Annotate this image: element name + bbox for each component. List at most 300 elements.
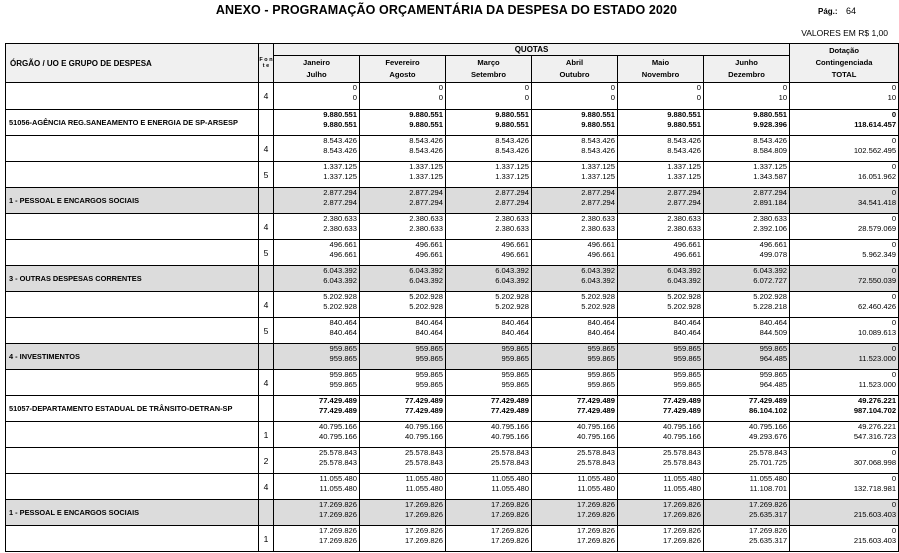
table-row xyxy=(6,83,899,110)
quota-cell xyxy=(618,136,704,162)
quota-cell xyxy=(360,83,446,110)
cell-value: 8.543.426 xyxy=(495,136,529,145)
cell-value: 0 xyxy=(610,93,615,102)
cell-value: 0 xyxy=(696,93,701,102)
cell-value: 0 xyxy=(352,93,357,102)
total-cell xyxy=(790,474,899,500)
month-label: Junho xyxy=(735,58,758,67)
cell-value: 0 xyxy=(524,93,529,102)
cell-value: 9.880.551 xyxy=(495,120,529,129)
cell-value: 11.055.480 xyxy=(491,484,529,493)
cell-value: 17.269.826 xyxy=(662,500,701,509)
row-label xyxy=(6,292,259,318)
cell-value: 11.055.480 xyxy=(319,484,357,493)
cell-value: 959.865 xyxy=(501,354,529,363)
cell-value: 17.269.826 xyxy=(576,526,615,535)
row-label: 51056-AGÊNCIA REG.SANEAMENTO E ENERGIA DE SP-ARSESP xyxy=(6,110,259,136)
cell-value: 844.509 xyxy=(759,328,788,337)
cell-value: 25.578.843 xyxy=(404,448,443,457)
cell-value: 11.523.000 xyxy=(858,380,897,389)
cell-value: 77.429.489 xyxy=(490,396,529,405)
dotacao-line-1: Dotação xyxy=(829,46,860,55)
month-header-2 xyxy=(360,56,446,83)
quota-cell xyxy=(704,396,790,422)
quota-cell xyxy=(360,240,446,266)
quota-cell xyxy=(274,214,360,240)
month-label: Março xyxy=(477,58,500,67)
cell-value: 16.051.962 xyxy=(858,172,897,181)
quota-cell xyxy=(274,370,360,396)
quota-cell xyxy=(532,110,618,136)
table-row xyxy=(6,162,899,188)
month-header-5 xyxy=(618,56,704,83)
cell-value: 6.043.392 xyxy=(409,276,443,285)
total-cell xyxy=(790,448,899,474)
cell-value: 987.104.702 xyxy=(853,406,897,415)
total-cell xyxy=(790,266,899,292)
cell-value: 547.316.723 xyxy=(853,432,897,441)
cell-value: 6.043.392 xyxy=(323,266,357,275)
quota-cell xyxy=(446,396,532,422)
cell-value: 8.543.426 xyxy=(753,136,788,145)
cell-value: 2.877.294 xyxy=(409,188,443,197)
quota-cell xyxy=(532,370,618,396)
quota-cell xyxy=(360,422,446,448)
quota-cell xyxy=(532,474,618,500)
cell-value: 10 xyxy=(778,93,788,102)
cell-value: 8.543.426 xyxy=(323,146,357,155)
cell-value: 5.962.349 xyxy=(862,250,897,259)
dotacao-line-3: TOTAL xyxy=(831,70,857,79)
total-cell xyxy=(790,396,899,422)
cell-value: 72.550.039 xyxy=(858,276,897,285)
quota-cell xyxy=(360,214,446,240)
header-row-1 xyxy=(6,44,899,56)
fonte-cell xyxy=(259,344,274,370)
quota-cell xyxy=(704,344,790,370)
table-row xyxy=(6,370,899,396)
quota-cell xyxy=(618,474,704,500)
cell-value: 17.269.826 xyxy=(576,536,615,545)
cell-value: 5.202.928 xyxy=(409,302,443,311)
cell-value: 40.795.166 xyxy=(404,422,443,431)
cell-value: 9.880.551 xyxy=(667,110,701,119)
cell-value: 10.089.613 xyxy=(858,328,897,337)
dotacao-line-2: Contingenciada xyxy=(815,58,873,67)
cell-value: 959.865 xyxy=(673,370,701,379)
cell-value: 0 xyxy=(696,83,701,92)
cell-value: 49.276.221 xyxy=(858,422,897,431)
fonte-cell: 4 xyxy=(259,214,274,240)
cell-value: 2.380.633 xyxy=(409,214,443,223)
table-row xyxy=(6,500,899,526)
cell-value: 17.269.826 xyxy=(318,526,357,535)
cell-value: 959.865 xyxy=(501,344,529,353)
cell-value: 6.043.392 xyxy=(323,276,357,285)
cell-value: 1.337.125 xyxy=(495,162,529,171)
cell-value: 959.865 xyxy=(329,344,357,353)
quota-cell xyxy=(532,292,618,318)
cell-value: 2.877.294 xyxy=(753,188,788,197)
quota-cell xyxy=(446,188,532,214)
cell-value: 25.578.843 xyxy=(662,448,701,457)
month-label: Janeiro xyxy=(302,58,330,67)
total-cell xyxy=(790,500,899,526)
cell-value: 2.380.633 xyxy=(667,224,701,233)
cell-value: 17.269.826 xyxy=(749,526,788,535)
quota-cell xyxy=(618,344,704,370)
cell-value: 5.202.928 xyxy=(495,302,529,311)
quota-cell xyxy=(274,266,360,292)
cell-value: 77.429.489 xyxy=(662,406,701,415)
cell-value: 11.055.480 xyxy=(319,474,357,483)
cell-value: 118.614.457 xyxy=(854,120,897,129)
month-header-3 xyxy=(446,56,532,83)
cell-value: 28.579.069 xyxy=(858,224,897,233)
total-cell xyxy=(790,83,899,110)
cell-value: 17.269.826 xyxy=(404,526,443,535)
quota-cell xyxy=(274,162,360,188)
quota-cell xyxy=(274,474,360,500)
cell-value: 17.269.826 xyxy=(490,536,529,545)
cell-value: 2.877.294 xyxy=(495,198,529,207)
quota-cell xyxy=(532,240,618,266)
total-cell xyxy=(790,344,899,370)
cell-value: 8.543.426 xyxy=(667,146,701,155)
cell-value: 5.202.928 xyxy=(495,292,529,301)
cell-value: 0 xyxy=(891,318,897,327)
cell-value: 6.043.392 xyxy=(409,266,443,275)
cell-value: 1.337.125 xyxy=(753,162,788,171)
fonte-cell xyxy=(259,266,274,292)
cell-value: 5.202.928 xyxy=(409,292,443,301)
fonte-cell xyxy=(259,500,274,526)
cell-value: 496.661 xyxy=(587,250,615,259)
cell-value: 2.380.633 xyxy=(495,224,529,233)
month-label: Julho xyxy=(306,70,327,79)
cell-value: 11.055.480 xyxy=(491,474,529,483)
row-label: 4 - INVESTIMENTOS xyxy=(6,344,259,370)
cell-value: 2.891.184 xyxy=(753,198,788,207)
cell-value: 2.877.294 xyxy=(495,188,529,197)
quota-cell xyxy=(274,396,360,422)
quota-cell xyxy=(532,188,618,214)
quotas-column-header: QUOTAS xyxy=(274,44,790,56)
quota-cell xyxy=(532,422,618,448)
cell-value: 840.464 xyxy=(587,318,615,327)
cell-value: 0 xyxy=(891,370,897,379)
table-row xyxy=(6,292,899,318)
quota-cell xyxy=(618,526,704,552)
quota-cell xyxy=(532,526,618,552)
cell-value: 0 xyxy=(782,83,788,92)
cell-value: 6.043.392 xyxy=(581,276,615,285)
cell-value: 840.464 xyxy=(415,318,443,327)
cell-value: 1.337.125 xyxy=(323,172,357,181)
cell-value: 499.078 xyxy=(759,250,788,259)
cell-value: 6.043.392 xyxy=(753,266,788,275)
quota-cell xyxy=(532,214,618,240)
quota-cell xyxy=(618,448,704,474)
cell-value: 2.380.633 xyxy=(323,214,357,223)
cell-value: 2.877.294 xyxy=(323,188,357,197)
cell-value: 11.055.480 xyxy=(405,484,443,493)
cell-value: 959.865 xyxy=(415,354,443,363)
quota-cell xyxy=(618,500,704,526)
cell-value: 2.380.633 xyxy=(581,224,615,233)
cell-value: 5.202.928 xyxy=(753,292,788,301)
cell-value: 17.269.826 xyxy=(576,500,615,509)
cell-value: 959.865 xyxy=(587,380,615,389)
quota-cell xyxy=(618,214,704,240)
quota-cell xyxy=(274,110,360,136)
month-label: Agosto xyxy=(389,70,416,79)
quota-cell xyxy=(532,266,618,292)
quota-cell xyxy=(618,370,704,396)
cell-value: 40.795.166 xyxy=(662,432,701,441)
cell-value: 77.429.489 xyxy=(490,406,529,415)
cell-value: 17.269.826 xyxy=(662,526,701,535)
cell-value: 1.337.125 xyxy=(667,162,701,171)
cell-value: 17.269.826 xyxy=(318,536,357,545)
cell-value: 25.578.843 xyxy=(318,458,357,467)
fonte-cell: 1 xyxy=(259,422,274,448)
cell-value: 9.880.551 xyxy=(495,110,529,119)
quota-cell xyxy=(446,162,532,188)
quota-cell xyxy=(532,318,618,344)
cell-value: 496.661 xyxy=(759,240,788,249)
cell-value: 496.661 xyxy=(415,250,443,259)
cell-value: 8.543.426 xyxy=(667,136,701,145)
cell-value: 6.043.392 xyxy=(667,266,701,275)
cell-value: 9.928.396 xyxy=(753,120,788,129)
month-label: Novembro xyxy=(641,70,680,79)
fonte-cell: 5 xyxy=(259,318,274,344)
quota-cell xyxy=(360,370,446,396)
quota-cell xyxy=(446,370,532,396)
row-label xyxy=(6,318,259,344)
fonte-cell xyxy=(259,396,274,422)
month-header-6 xyxy=(704,56,790,83)
cell-value: 1.343.587 xyxy=(753,172,788,181)
row-label xyxy=(6,448,259,474)
cell-value: 964.485 xyxy=(759,354,788,363)
cell-value: 840.464 xyxy=(329,328,357,337)
cell-value: 40.795.166 xyxy=(318,432,357,441)
quota-cell xyxy=(274,448,360,474)
quota-cell xyxy=(446,318,532,344)
page-number: 64 xyxy=(846,6,857,16)
cell-value: 40.795.166 xyxy=(749,422,788,431)
quota-cell xyxy=(360,526,446,552)
cell-value: 0 xyxy=(891,344,897,353)
cell-value: 25.578.843 xyxy=(576,448,615,457)
quota-cell xyxy=(532,344,618,370)
table-row xyxy=(6,396,899,422)
quota-cell xyxy=(618,318,704,344)
total-cell xyxy=(790,318,899,344)
quota-cell xyxy=(532,136,618,162)
cell-value: 2.380.633 xyxy=(753,214,788,223)
total-cell xyxy=(790,110,899,136)
cell-value: 0 xyxy=(891,526,897,535)
cell-value: 2.380.633 xyxy=(667,214,701,223)
cell-value: 8.543.426 xyxy=(409,146,443,155)
cell-value: 0 xyxy=(438,83,443,92)
cell-value: 840.464 xyxy=(673,328,701,337)
cell-value: 5.202.928 xyxy=(581,302,615,311)
quota-cell xyxy=(618,422,704,448)
cell-value: 9.880.551 xyxy=(753,110,788,119)
cell-value: 9.880.551 xyxy=(581,120,615,129)
row-label xyxy=(6,370,259,396)
cell-value: 77.429.489 xyxy=(404,396,443,405)
budget-table xyxy=(5,43,899,552)
cell-value: 8.543.426 xyxy=(323,136,357,145)
cell-value: 1.337.125 xyxy=(323,162,357,171)
fonte-cell: 4 xyxy=(259,136,274,162)
cell-value: 9.880.551 xyxy=(409,120,443,129)
dotacao-column-header xyxy=(790,44,899,83)
cell-value: 40.795.166 xyxy=(490,432,529,441)
table-row xyxy=(6,448,899,474)
cell-value: 2.877.294 xyxy=(323,198,357,207)
cell-value: 6.043.392 xyxy=(667,276,701,285)
cell-value: 77.429.489 xyxy=(749,396,788,405)
cell-value: 49.276.221 xyxy=(858,396,897,405)
cell-value: 1.337.125 xyxy=(581,162,615,171)
cell-value: 215.603.403 xyxy=(853,536,897,545)
cell-value: 17.269.826 xyxy=(490,526,529,535)
quota-cell xyxy=(446,110,532,136)
cell-value: 0 xyxy=(891,214,897,223)
cell-value: 5.202.928 xyxy=(323,302,357,311)
cell-value: 40.795.166 xyxy=(662,422,701,431)
cell-value: 2.877.294 xyxy=(667,198,701,207)
total-cell xyxy=(790,370,899,396)
cell-value: 8.543.426 xyxy=(581,136,615,145)
cell-value: 9.880.551 xyxy=(409,110,443,119)
cell-value: 77.429.489 xyxy=(404,406,443,415)
cell-value: 40.795.166 xyxy=(318,422,357,431)
cell-value: 77.429.489 xyxy=(576,406,615,415)
fonte-cell: 5 xyxy=(259,240,274,266)
month-label: Fevereiro xyxy=(385,58,420,67)
currency-note: VALORES EM R$ 1,00 xyxy=(801,28,888,38)
cell-value: 959.865 xyxy=(329,354,357,363)
cell-value: 2.877.294 xyxy=(667,188,701,197)
cell-value: 959.865 xyxy=(415,380,443,389)
cell-value: 964.485 xyxy=(759,380,788,389)
cell-value: 1.337.125 xyxy=(409,172,443,181)
quota-cell xyxy=(704,526,790,552)
quota-cell xyxy=(532,162,618,188)
cell-value: 5.228.218 xyxy=(753,302,788,311)
cell-value: 215.603.403 xyxy=(853,510,897,519)
cell-value: 40.795.166 xyxy=(576,422,615,431)
cell-value: 959.865 xyxy=(415,344,443,353)
row-label: 51057-DEPARTAMENTO ESTADUAL DE TRÂNSITO-DETRAN-SP xyxy=(6,396,259,422)
fonte-cell: 1 xyxy=(259,526,274,552)
cell-value: 496.661 xyxy=(501,250,529,259)
quota-cell xyxy=(446,240,532,266)
cell-value: 0 xyxy=(891,474,897,483)
cell-value: 77.429.489 xyxy=(662,396,701,405)
cell-value: 17.269.826 xyxy=(662,536,701,545)
cell-value: 0 xyxy=(891,266,897,275)
cell-value: 17.269.826 xyxy=(749,500,788,509)
quota-cell xyxy=(446,448,532,474)
quota-cell xyxy=(532,500,618,526)
table-row xyxy=(6,318,899,344)
quota-cell xyxy=(618,188,704,214)
quota-cell xyxy=(446,526,532,552)
quota-cell xyxy=(618,396,704,422)
cell-value: 2.392.106 xyxy=(753,224,788,233)
cell-value: 840.464 xyxy=(501,328,529,337)
cell-value: 17.269.826 xyxy=(404,536,443,545)
cell-value: 496.661 xyxy=(329,240,357,249)
cell-value: 0 xyxy=(891,136,897,145)
cell-value: 77.429.489 xyxy=(576,396,615,405)
quota-cell xyxy=(532,448,618,474)
month-label: Outubro xyxy=(559,70,590,79)
cell-value: 6.043.392 xyxy=(495,276,529,285)
cell-value: 11.055.480 xyxy=(577,474,615,483)
quota-cell xyxy=(274,318,360,344)
cell-value: 8.584.809 xyxy=(753,146,788,155)
table-row xyxy=(6,474,899,500)
month-label: Setembro xyxy=(470,70,507,79)
quota-cell xyxy=(360,318,446,344)
cell-value: 49.293.676 xyxy=(749,432,788,441)
page-label: Pág.: xyxy=(818,7,838,16)
cell-value: 2.380.633 xyxy=(495,214,529,223)
quota-cell xyxy=(446,136,532,162)
total-cell xyxy=(790,136,899,162)
cell-value: 496.661 xyxy=(501,240,529,249)
total-cell xyxy=(790,526,899,552)
cell-value: 86.104.102 xyxy=(749,406,788,415)
cell-value: 11.055.480 xyxy=(577,484,615,493)
cell-value: 2.380.633 xyxy=(581,214,615,223)
cell-value: 62.460.426 xyxy=(858,302,897,311)
cell-value: 8.543.426 xyxy=(409,136,443,145)
table-row xyxy=(6,526,899,552)
cell-value: 959.865 xyxy=(673,354,701,363)
cell-value: 2.877.294 xyxy=(409,198,443,207)
row-label xyxy=(6,162,259,188)
row-label xyxy=(6,474,259,500)
cell-value: 25.578.843 xyxy=(490,448,529,457)
cell-value: 9.880.551 xyxy=(323,120,357,129)
fonte-column-header: F o n t e xyxy=(259,44,274,83)
row-label xyxy=(6,526,259,552)
quota-cell xyxy=(704,214,790,240)
cell-value: 9.880.551 xyxy=(323,110,357,119)
quota-cell xyxy=(446,266,532,292)
cell-value: 0 xyxy=(891,162,897,171)
quota-cell xyxy=(704,110,790,136)
cell-value: 496.661 xyxy=(587,240,615,249)
cell-value: 25.578.843 xyxy=(662,458,701,467)
quota-cell xyxy=(446,500,532,526)
quota-cell xyxy=(360,292,446,318)
quota-cell xyxy=(704,422,790,448)
fonte-cell: 5 xyxy=(259,162,274,188)
row-label: 1 - PESSOAL E ENCARGOS SOCIAIS xyxy=(6,500,259,526)
cell-value: 11.108.701 xyxy=(749,484,788,493)
